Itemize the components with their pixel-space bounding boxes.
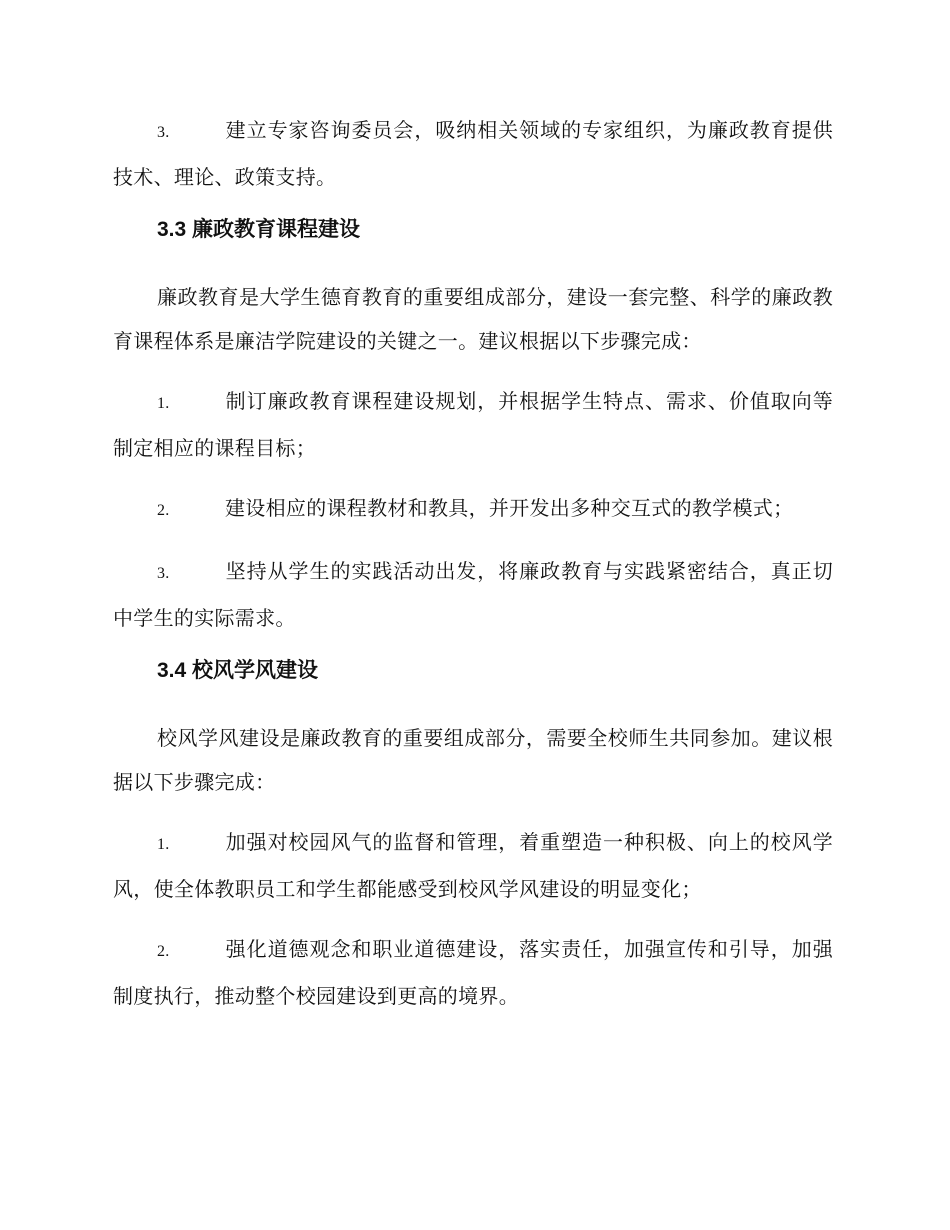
list-item [113, 486, 833, 533]
list-item-text: 强化道德观念和职业道德建设，落实责任，加强宣传和引导，加强制度执行，推动整个校园建设到更高的境界。 [113, 937, 833, 1008]
list-item [113, 549, 833, 640]
document-content [113, 108, 833, 1034]
section-intro-paragraph: 廉政教育是大学生德育教育的重要组成部分，建设一套完整、科学的廉政教育课程体系是廉洁学院建设的关键之一。建议根据以下步骤完成： [113, 285, 833, 353]
list-item-text: 坚持从学生的实践活动出发，将廉政教育与实践紧密结合，真正切中学生的实际需求。 [113, 559, 833, 630]
list-item [113, 379, 833, 470]
section-intro-paragraph: 校风学风建设是廉政教育的重要组成部分，需要全校师生共同参加。建议根据以下步骤完成： [113, 726, 833, 794]
list-item [113, 820, 833, 911]
list-item-text: 建设相应的课程教材和教具，并开发出多种交互式的教学模式； [225, 496, 794, 520]
list-item-text: 制订廉政教育课程建设规划，并根据学生特点、需求、价值取向等制定相应的课程目标； [113, 389, 833, 460]
list-item-number: 3. [157, 565, 170, 582]
list-item-number: 2. [157, 943, 170, 960]
list-item [113, 108, 833, 199]
list-item-number: 2. [157, 502, 170, 519]
section-heading-3-4: 3.4 校风学风建设 [157, 659, 319, 682]
section-heading-3-3: 3.3 廉政教育课程建设 [157, 218, 361, 241]
list-item-text: 建立专家咨询委员会，吸纳相关领域的专家组织，为廉政教育提供技术、理论、政策支持。 [113, 118, 833, 189]
list-item-number: 3. [157, 124, 170, 141]
list-item-number: 1. [157, 395, 170, 412]
list-item-text: 加强对校园风气的监督和管理，着重塑造一种积极、向上的校风学风，使全体教职员工和学生都能感受到校风学风建设的明显变化； [113, 830, 833, 901]
list-item-number: 1. [157, 836, 170, 853]
list-item [113, 927, 833, 1018]
